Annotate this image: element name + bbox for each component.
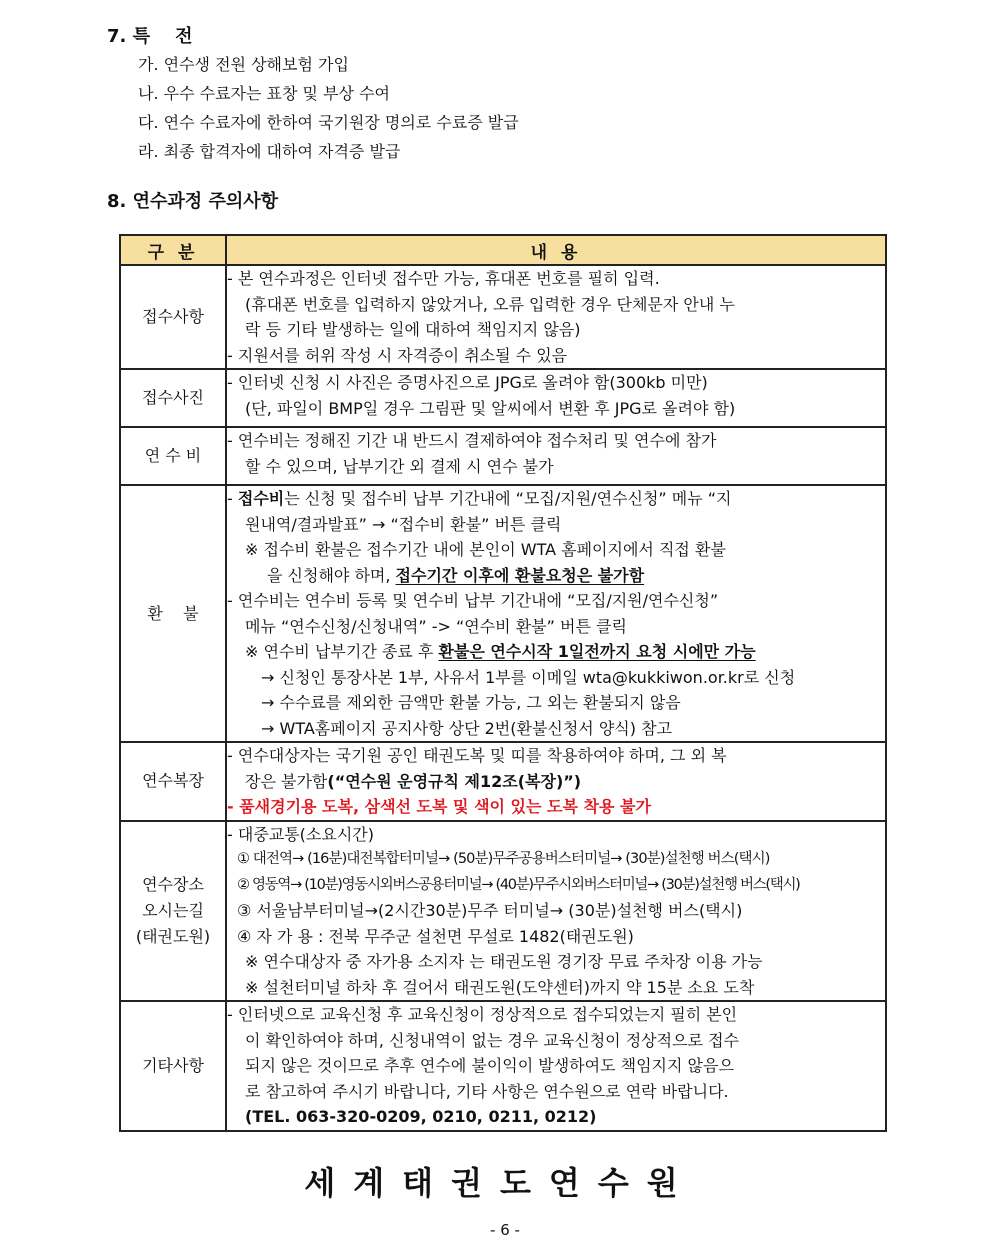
- header-category: 구 분: [120, 235, 226, 265]
- text-line: 메뉴 “연수신청/신청내역” -> “연수비 환불” 버튼 클릭: [245, 616, 627, 636]
- table-row: [120, 485, 886, 742]
- text-line: ④ 자 가 용 : 전북 무주군 설천면 무설로 1482(태권도원): [237, 926, 634, 946]
- text-line: - 지원서를 허위 작성 시 자격증이 취소될 수 있음: [227, 345, 568, 365]
- organization-name: 세계태권도연수원: [304, 1164, 696, 1202]
- category-line: (태권도원): [135, 926, 211, 946]
- text-line: 이 확인하여야 하며, 신청내역이 없는 경우 교육신청이 정상적으로 접수: [245, 1030, 739, 1050]
- text-span: 장은 불가함: [245, 771, 328, 791]
- row-content-directions: [226, 821, 886, 1002]
- text-span: -: [227, 489, 238, 508]
- header-content: 내 용: [226, 235, 886, 265]
- text-line: ① 대전역→ (16분)대전복합터미널→ (50분)무주공용버스터미널→ (30분)설천행 버스(택시): [237, 851, 770, 867]
- text-line: 할 수 있으며, 납부기간 외 결제 시 연수 불가: [245, 456, 554, 476]
- text-line: ③ 서울남부터미널→(2시간30분)무주 터미널→ (30분)설천행 버스(택시): [237, 901, 743, 920]
- row-content-uniform: [226, 742, 886, 821]
- category-line: 오시는길: [142, 900, 204, 920]
- bold-text: (“연수원 운영규칙 제12조(복장)”): [327, 771, 582, 791]
- table-header-row: [120, 235, 886, 265]
- text-span: ※ 연수비 납부기간 종료 후: [245, 642, 439, 661]
- row-category-directions: [120, 821, 226, 1002]
- text-line: → 수수료를 제외한 금액만 환불 가능, 그 외는 환불되지 않음: [261, 693, 681, 712]
- text-line: ※ 설천터미널 하차 후 걸어서 태권도원(도약센터)까지 약 15분 소요 도착: [245, 977, 755, 997]
- text-line: (단, 파일이 BMP일 경우 그림판 및 알씨에서 변환 후 JPG로 올려야 함): [245, 398, 736, 418]
- text-line: - 연수비는 정해진 기간 내 반드시 결제하여야 접수처리 및 연수에 참가: [227, 431, 717, 450]
- bold-underlined-text: 환불은 연수시작 1일전까지 요청 시에만 가능: [438, 642, 756, 661]
- row-category-fee: 연 수 비: [120, 427, 226, 485]
- text-line: 원내역/결과발표” → “접수비 환불” 버튼 클릭: [245, 514, 562, 534]
- benefit-item-da: 다. 연수 수료자에 한하여 국기원장 명의로 수료증 발급: [138, 113, 519, 132]
- row-content-refund: [226, 485, 886, 742]
- row-category-refund: 환 불: [120, 485, 226, 742]
- contact-phone: (TEL. 063-320-0209, 0210, 0211, 0212): [245, 1107, 597, 1126]
- benefit-item-ra: 라. 최종 합격자에 대하여 자격증 발급: [138, 142, 401, 161]
- text-line: - 대중교통(소요시간): [227, 824, 374, 844]
- text-line: 락 등 기타 발생하는 일에 대하여 책임지지 않음): [245, 320, 581, 339]
- benefit-item-ga: 가. 연수생 전원 상해보험 가입: [138, 55, 349, 74]
- category-line: 연수장소: [142, 874, 204, 894]
- text-line: [227, 769, 885, 795]
- text-line: - 연수대상자는 국기원 공인 태권도복 및 띠를 착용하여야 하며, 그 외 복: [227, 746, 727, 765]
- row-content-fee: [226, 427, 886, 485]
- table-row: [120, 427, 886, 485]
- text-line: 로 참고하여 주시기 바랍니다, 기타 사항은 연수원으로 연락 바랍니다.: [245, 1081, 729, 1101]
- row-content-other: [226, 1001, 886, 1131]
- text-span: 을 신청해야 하며,: [267, 565, 396, 585]
- text-line: - 연수비는 연수비 등록 및 연수비 납부 기간내에 “모집/지원/연수신청”: [227, 591, 719, 610]
- row-content-reception: [226, 265, 886, 369]
- row-category-uniform: 연수복장: [120, 742, 226, 821]
- text-line: - 인터넷으로 교육신청 후 교육신청이 정상적으로 접수되었는지 필히 본인: [227, 1005, 738, 1024]
- row-category-reception: 접수사항: [120, 265, 226, 369]
- bold-underlined-text: 접수기간 이후에 환불요청은 불가함: [395, 565, 645, 585]
- text-line: (휴대폰 번호를 입력하지 않았거나, 오류 입력한 경우 단체문자 안내 누: [245, 294, 735, 314]
- text-line: → WTA홈페이지 공지사항 상단 2번(환불신청서 양식) 참고: [261, 718, 673, 738]
- precautions-table: [119, 234, 887, 1132]
- row-category-other: 기타사항: [120, 1001, 226, 1131]
- text-line: - 인터넷 신청 시 사진은 증명사진으로 JPG로 올려야 함(300kb 미만): [227, 373, 708, 392]
- section-8-title: 8. 연수과정 주의사항: [107, 191, 278, 212]
- warning-text: - 품새경기용 도복, 삼색선 도복 및 색이 있는 도복 착용 불가: [227, 797, 651, 816]
- text-line: - 본 연수과정은 인터넷 접수만 가능, 휴대폰 번호를 필히 입력.: [227, 269, 660, 288]
- text-line: [227, 563, 885, 589]
- text-line: ※ 연수대상자 중 자가용 소지자 는 태권도원 경기장 무료 주차장 이용 가능: [245, 952, 763, 971]
- page-number: - 6 -: [490, 1221, 520, 1239]
- text-span: 는 신청 및 접수비 납부 기간내에 “모집/지원/연수신청” 메뉴 “지: [284, 489, 732, 508]
- text-line: → 신청인 통장사본 1부, 사유서 1부를 이메일 wta@kukkiwon.or.kr로 신청: [261, 667, 796, 687]
- row-content-photo: [226, 369, 886, 427]
- table-row: [120, 1001, 886, 1131]
- text-line: [227, 639, 885, 665]
- text-line: ② 영동역→ (10분)영동시외버스공용터미널→ (40분)무주시외버스터미널→ (30분)설천행 버스(택시): [237, 876, 800, 893]
- text-line: ※ 접수비 환불은 접수기간 내에 본인이 WTA 홈페이지에서 직접 환불: [245, 540, 726, 559]
- row-category-photo: 접수사진: [120, 369, 226, 427]
- table-row: [120, 821, 886, 1002]
- text-line: [227, 486, 885, 512]
- table-row: [120, 265, 886, 369]
- benefit-item-na: 나. 우수 수료자는 표창 및 부상 수여: [138, 84, 390, 103]
- table-row: [120, 742, 886, 821]
- text-line: 되지 않은 것이므로 추후 연수에 불이익이 발생하여도 책임지지 않음으: [245, 1056, 734, 1075]
- section-7-title: 7. 특 전: [107, 26, 193, 47]
- table-row: [120, 369, 886, 427]
- bold-text: 접수비: [237, 489, 285, 508]
